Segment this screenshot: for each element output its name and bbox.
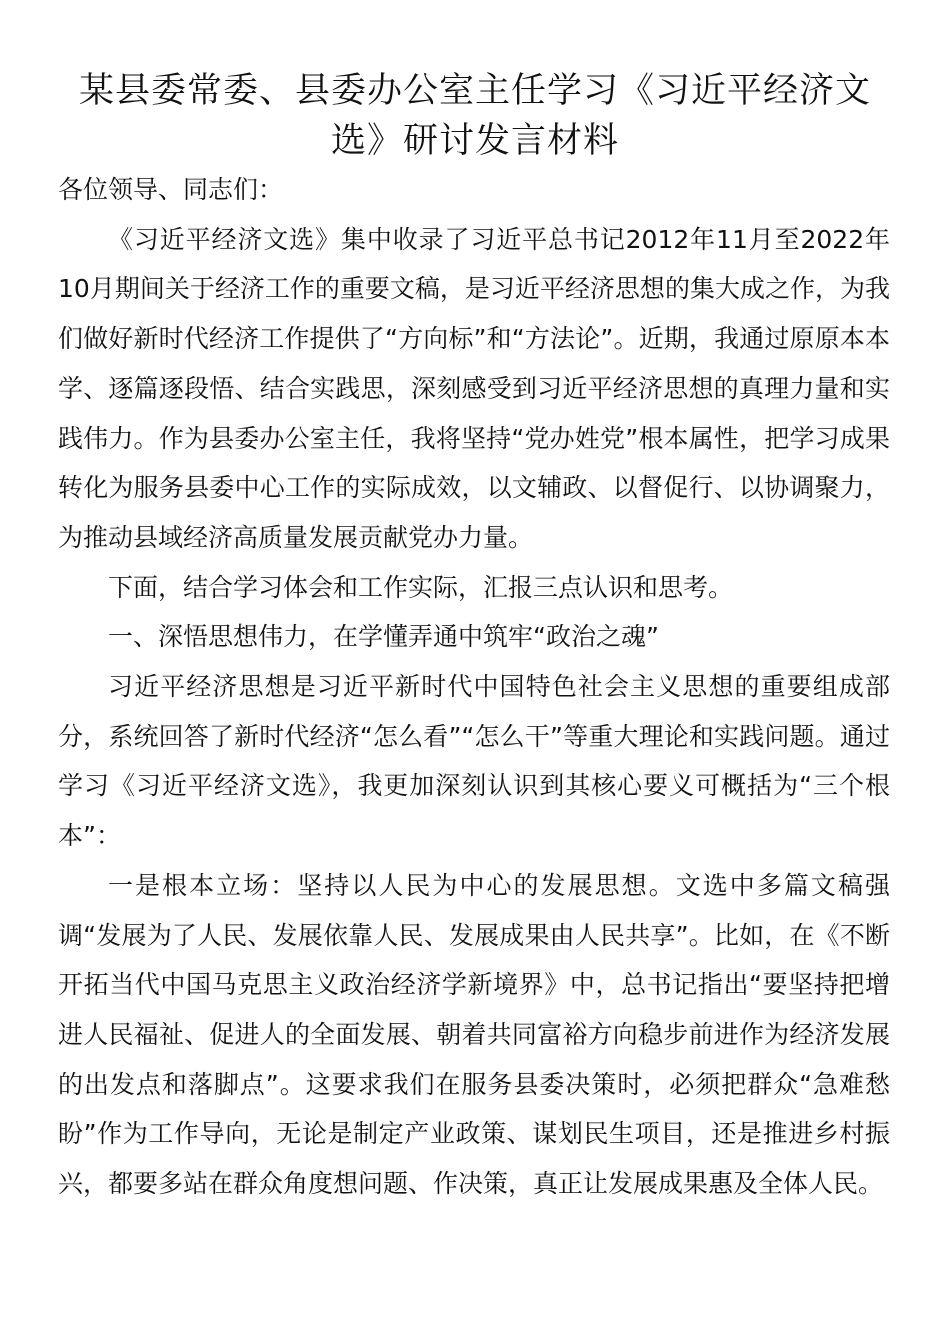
paragraph-point-1: 一是根本立场：坚持以人民为中心的发展思想。文选中多篇文稿强调“发展为了人民、发展依靠人民、发展成果由人民共享”。比如，在《不断开拓当代中国马克思主义政治经济学新境界》中，总书记指出“要坚持把增进人民福祉、促进人的全面发展、朝着共同富裕方向稳步前进作为经济发展的出发点和落脚点”。这要求我们在服务县委决策时，必须把群众“急难愁盼”作为工作导向，无论是制定产业政策、谋划民生项目，还是推进乡村振兴，都要多站在群众角度想问题、作决策，真正让发展成果惠及全体人民。 <box>58 870 890 1199</box>
paragraph-section-1: 习近平经济思想是习近平新时代中国特色社会主义思想的重要组成部分，系统回答了新时代经济“怎么看”“怎么干”等重大理论和实践问题。通过学习《习近平经济文选》，我更加深刻认识到其核心要义可概括为“三个根本”： <box>58 672 890 851</box>
document-body <box>58 165 890 1209</box>
paragraph-intro: 《习近平经济文选》集中收录了习近平总书记2012年11月至2022年10月期间关于经济工作的重要文稿，是习近平经济思想的集大成之作，为我们做好新时代经济工作提供了“方向标”和“方法论”。近期，我通过原原本本学、逐篇逐段悟、结合实践思，深刻感受到习近平经济思想的真理力量和实践伟力。作为县委办公室主任，我将坚持“党办姓党”根本属性，把学习成果转化为服务县委中心工作的实际成效，以文辅政、以督促行、以协调聚力，为推动县域经济高质量发展贡献党办力量。 <box>58 224 890 552</box>
paragraph-transition: 下面，结合学习体会和工作实际，汇报三点认识和思考。 <box>108 572 734 602</box>
document-title: 某县委常委、县委办公室主任学习《习近平经济文选》研讨发言材料 <box>78 71 871 161</box>
salutation: 各位领导、同志们： <box>58 175 284 204</box>
section-heading-1: 一、深悟思想伟力，在学懂弄通中筑牢“政治之魂” <box>108 622 659 652</box>
